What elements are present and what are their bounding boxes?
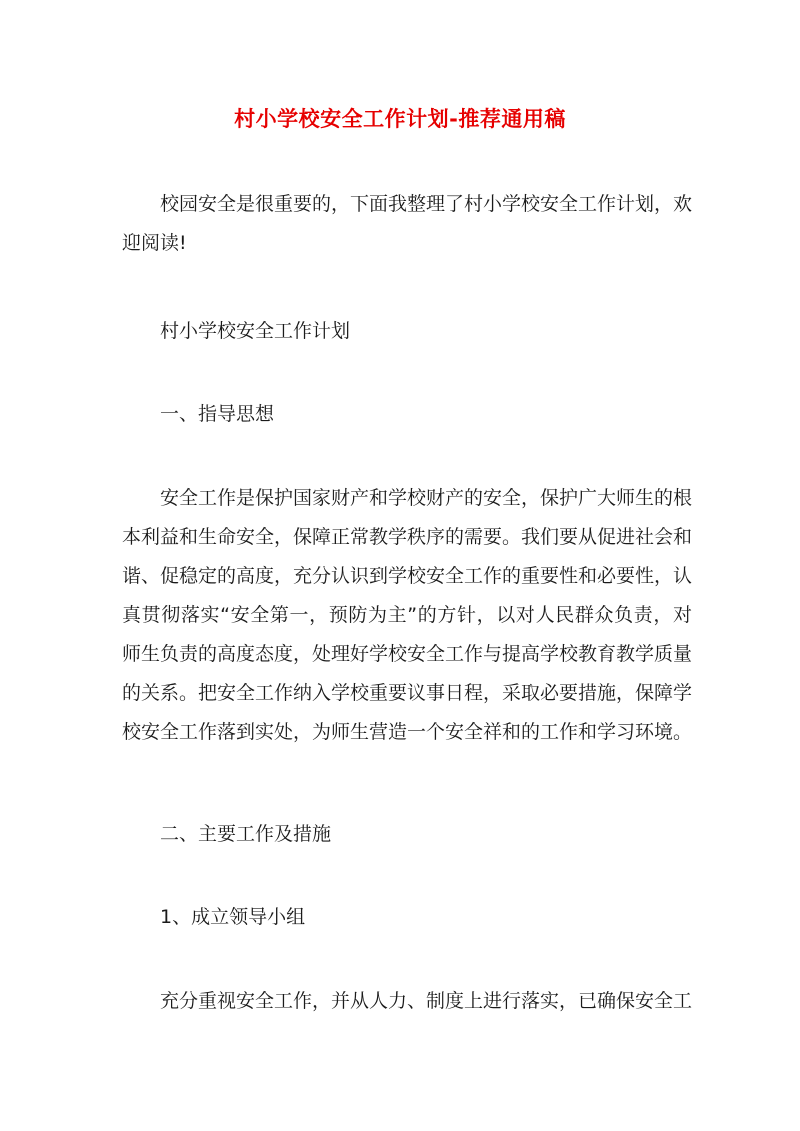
intro-paragraph: 校园安全是很重要的，下面我整理了村小学校安全工作计划，欢迎阅读!	[122, 193, 693, 254]
subsection-1-heading: 1、成立领导小组	[160, 906, 306, 928]
plan-title: 村小学校安全工作计划	[160, 320, 351, 342]
subsection-1-body: 充分重视安全工作，并从人力、制度上进行落实，已确保安全工	[160, 990, 693, 1012]
section-1-body: 安全工作是保护国家财产和学校财产的安全，保护广大师生的根本利益和生命安全，保障正常教学秩序的需要。我们要从促进社会和谐、促稳定的高度，充分认识到学校安全工作的重要性和必要性，认真贯彻落实“安全第一，预防为主”的方针，以对人民群众负责，对师生负责的高度态度，处理好学校安全工作与提高学校教育教学质量的关系。把安全工作纳入学校重要议事日程，采取必要措施，保障学校安全工作落到实处，为师生营造一个安全祥和的工作和学习环境。	[122, 487, 693, 743]
section-2-heading: 二、主要工作及措施	[160, 823, 332, 845]
section-1-heading: 一、指导思想	[160, 403, 275, 425]
document-title: 村小学校安全工作计划-推荐通用稿	[234, 107, 566, 131]
